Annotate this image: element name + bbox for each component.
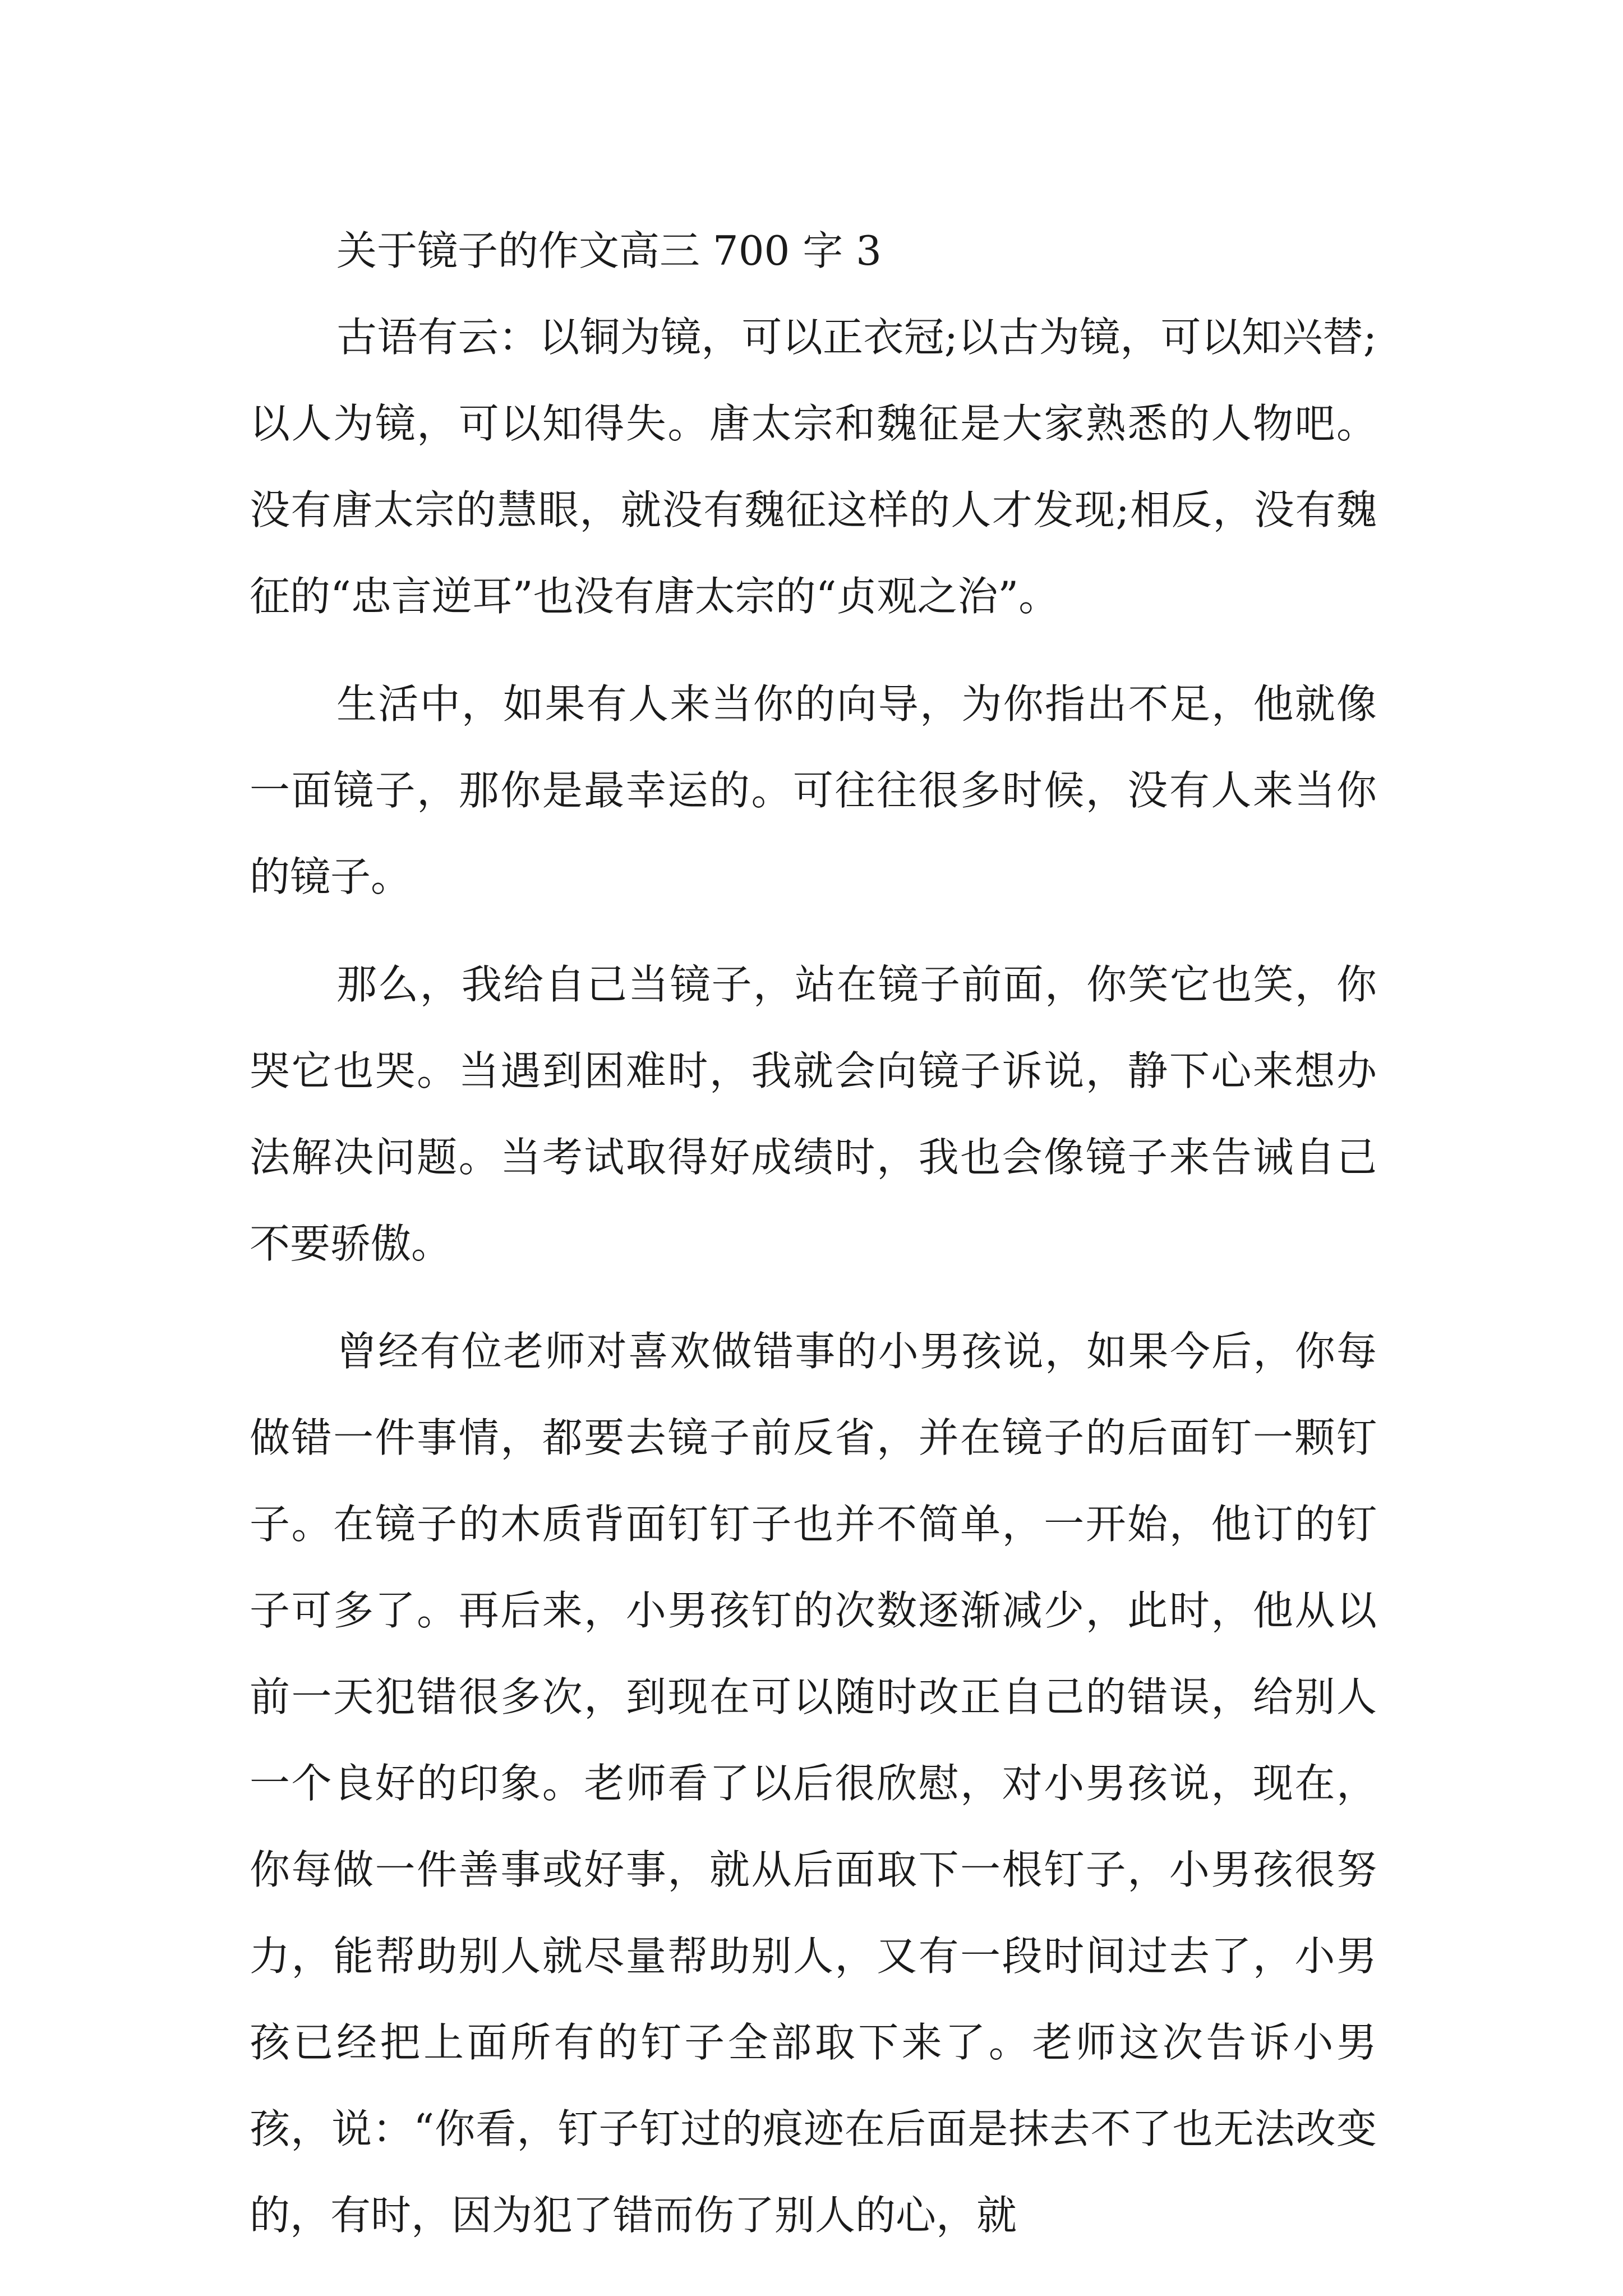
document-title: 关于镜子的作文高三 700 字 3 [336,227,882,274]
paragraph-2: 生活中，如果有人来当你的向导，为你指出不足，他就像一面镜子，那你是最幸运的。可往往很多时候，没有人来当你的镜子。 [250,680,1377,900]
document-body [250,208,1377,2258]
paragraph-4: 曾经有位老师对喜欢做错事的小男孩说，如果今后，你每做错一件事情，都要去镜子前反省，并在镜子的后面钉一颗钉子。在镜子的木质背面钉钉子也并不简单，一开始，他订的钉子可多了。再后来，小男孩钉的次数逐渐减少，此时，他从以前一天犯错很多次，到现在可以随时改正自己的错误，给别人一个良好的印象。老师看了以后很欣慰，对小男孩说，现在，你每做一件善事或好事，就从后面取下一根钉子，小男孩很努力，能帮助别人就尽量帮助别人，又有一段时间过去了，小男孩已经把上面所有的钉子全部取下来了。老师这次告诉小男孩，说：“你看，钉子钉过的痕迹在后面是抹去不了也无法改变的，有时，因为犯了错而伤了别人的心，就 [250,1328,1377,2239]
paragraph-3: 那么，我给自己当镜子，站在镜子前面，你笑它也笑，你哭它也哭。当遇到困难时，我就会向镜子诉说，静下心来想办法解决问题。当考试取得好成绩时，我也会像镜子来告诫自己不要骄傲。 [250,961,1377,1267]
paragraph-1: 古语有云：以铜为镜，可以正衣冠;以古为镜，可以知兴替;以人为镜，可以知得失。唐太宗和魏征是大家熟悉的人物吧。没有唐太宗的慧眼，就没有魏征这样的人才发现;相反，没有魏征的“忠言逆耳”也没有唐太宗的“贞观之治”。 [250,314,1377,620]
